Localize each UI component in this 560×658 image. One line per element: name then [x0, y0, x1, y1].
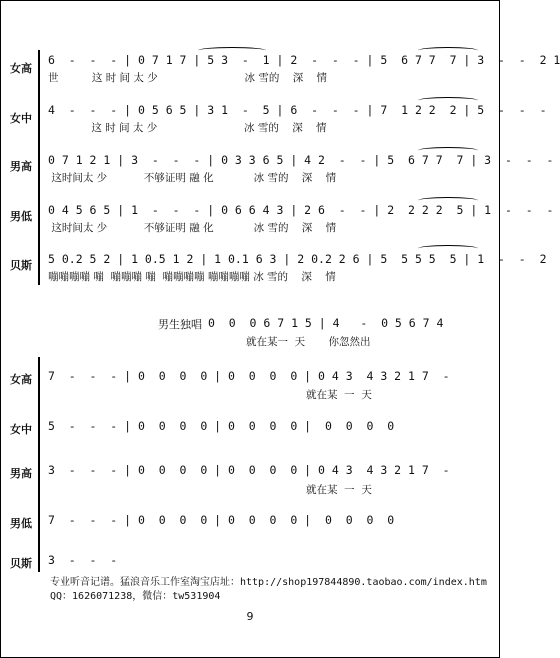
- s2-row4-notes: 7 - - - | 0 0 0 0 | 0 0 0 0 | 0 0 0 0: [48, 513, 395, 527]
- part-label-bass: 男低: [10, 210, 32, 223]
- s2-row3-notes: 3 - - - | 0 0 0 0 | 0 0 0 0 | 0 4 3 4 3 2 1 7 -: [48, 463, 450, 477]
- system1-bracket: [38, 50, 40, 285]
- solo-label: 男生独唱: [158, 318, 202, 331]
- slur: [418, 197, 478, 204]
- slur: [418, 47, 478, 54]
- solo-lyrics: 就在某一 天 你忽然出: [246, 336, 371, 348]
- s1-row1-lyrics: 世 这 时 间 太 少 冰 雪的 深 情: [48, 72, 328, 84]
- s1-row5-notes: 5 0.2 5 2 | 1 0.5 1 2 | 1 0.1 6 3 | 2 0.2 2 6 | 5 5 5 5 5 | 1 - - 2: [48, 252, 547, 266]
- s2-row1-notes: 7 - - - | 0 0 0 0 | 0 0 0 0 | 0 4 3 4 3 2 1 7 -: [48, 369, 450, 383]
- s1-row2-lyrics: 这 时 间 太 少 冰 雪的 深 情: [48, 122, 327, 134]
- s1-row5-lyrics: 嘣嘣嘣嘣 嘣 嘣嘣嘣 嘣 嘣嘣嘣嘣 嘣嘣嘣嘣 冰 雪的 深 情: [48, 271, 336, 283]
- s1-row3-notes: 0 7 1 2 1 | 3 - - - | 0 3 3 6 5 | 4 2 - - | 5 6 7 7 7 | 3 - - -: [48, 153, 554, 167]
- part-label-alto: 女中: [10, 112, 32, 125]
- s1-row1-notes: 6 - - - | 0 7 1 7 | 5 3 - 1 | 2 - - - | 5 6 7 7 7 | 3 - - 2 1: [48, 53, 560, 67]
- s2-row2-notes: 5 - - - | 0 0 0 0 | 0 0 0 0 | 0 0 0 0: [48, 419, 395, 433]
- part-label-tenor: 男高: [10, 467, 32, 480]
- footer-contact-line: QQ：1626071238，微信：tw531904: [50, 591, 221, 602]
- system2-bracket: [38, 357, 40, 572]
- part-label-bass-guitar: 贝斯: [10, 557, 32, 570]
- part-label-alto: 女中: [10, 423, 32, 436]
- solo-notes: 0 0 0 6 7 1 5 | 4 - 0 5 6 7 4: [208, 316, 444, 330]
- part-label-bass: 男低: [10, 517, 32, 530]
- s1-row4-lyrics: 这时间太 少 不够证明 融 化 冰 雪的 深 情: [48, 222, 337, 234]
- part-label-tenor: 男高: [10, 160, 32, 173]
- part-label-soprano: 女高: [10, 62, 32, 75]
- slur: [198, 47, 266, 54]
- part-label-bass-guitar: 贝斯: [10, 259, 32, 272]
- part-label-soprano: 女高: [10, 373, 32, 386]
- s2-row3-lyrics: 就在某 一 天: [306, 484, 372, 496]
- slur: [418, 245, 478, 252]
- s2-row1-lyrics: 就在某 一 天: [306, 389, 372, 401]
- s1-row2-notes: 4 - - - | 0 5 6 5 | 3 1 - 5 | 6 - - - | 7 1 2 2 2 | 5 - - -: [48, 103, 547, 117]
- s1-row3-lyrics: 这时间太 少 不够证明 融 化 冰 雪的 深 情: [48, 172, 337, 184]
- s2-row5-notes: 3 - - -: [48, 553, 118, 567]
- s1-row4-notes: 0 4 5 6 5 | 1 - - - | 0 6 6 4 3 | 2 6 - - | 2 2 2 2 5 | 1 - - -: [48, 203, 554, 217]
- slur: [418, 147, 478, 154]
- page-number: 9: [246, 610, 254, 623]
- slur: [418, 97, 478, 104]
- footer-shop-line: 专业听音记谱。猛浪音乐工作室淘宝店址：http://shop197844890.taobao.com/index.htm: [50, 577, 487, 588]
